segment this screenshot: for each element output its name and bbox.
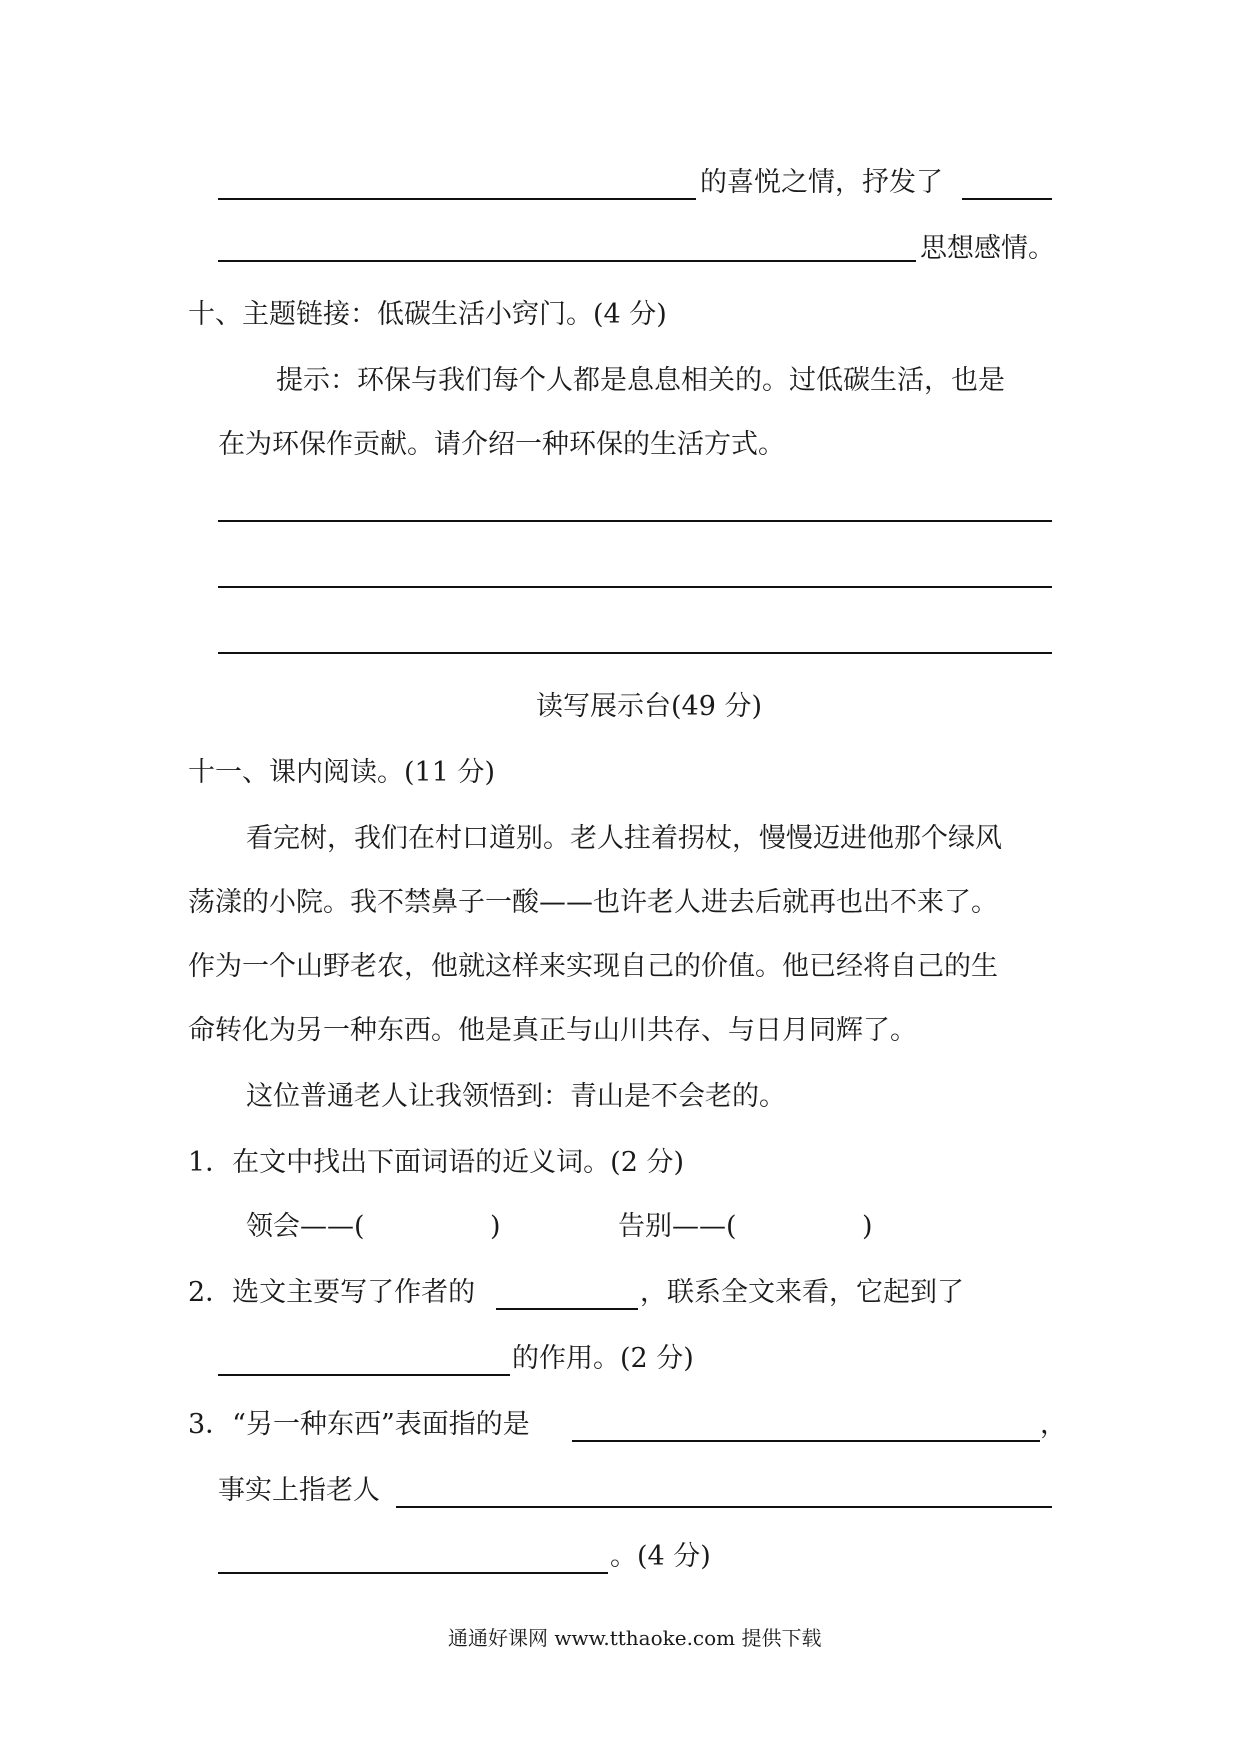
answer-line[interactable]	[218, 586, 1052, 588]
sub3-line1-a: 3．“另一种东西”表面指的是	[188, 1409, 530, 1440]
sub1-close-a: )	[490, 1211, 501, 1242]
q9-line1-text: 的喜悦之情，抒发了	[700, 167, 943, 198]
sub1-label: 1．在文中找出下面词语的近义词。(2 分)	[188, 1147, 685, 1178]
sub3-line1-b: ，	[1040, 1409, 1067, 1440]
sub1-word-b: 告别——(	[618, 1211, 737, 1242]
sub1-close-b: )	[862, 1211, 873, 1242]
sub3-line2: 事实上指老人	[218, 1475, 380, 1506]
section-title: 读写展示台(49 分)	[536, 691, 763, 722]
sub3-line3: 。(4 分)	[610, 1541, 711, 1572]
answer-blank[interactable]	[218, 260, 916, 262]
q10-heading: 十、主题链接：低碳生活小窍门。(4 分)	[188, 299, 667, 330]
sub1-word-a: 领会——(	[246, 1211, 365, 1242]
q11-heading: 十一、课内阅读。(11 分)	[188, 757, 496, 788]
sub2-line1-a: 2．选文主要写了作者的	[188, 1277, 476, 1308]
answer-line[interactable]	[218, 652, 1052, 654]
answer-blank[interactable]	[218, 1572, 608, 1574]
sub2-line2: 的作用。(2 分)	[512, 1343, 694, 1374]
sub2-line1-b: ，联系全文来看，它起到了	[640, 1277, 964, 1308]
answer-blank[interactable]	[962, 198, 1052, 200]
passage-line: 这位普通老人让我领悟到：青山是不会老的。	[246, 1081, 786, 1112]
answer-line[interactable]	[218, 520, 1052, 522]
passage-line: 命转化为另一种东西。他是真正与山川共存、与日月同辉了。	[188, 1015, 917, 1046]
answer-blank[interactable]	[218, 198, 696, 200]
passage-line: 作为一个山野老农，他就这样来实现自己的价值。他已经将自己的生	[188, 951, 998, 982]
answer-blank[interactable]	[396, 1506, 1052, 1508]
q9-line2-text: 思想感情。	[920, 233, 1055, 264]
answer-blank[interactable]	[572, 1440, 1040, 1442]
q10-prompt-line2: 在为环保作贡献。请介绍一种环保的生活方式。	[218, 429, 785, 460]
footer-text: 通通好课网 www.tthaoke.com 提供下载	[448, 1626, 822, 1650]
q10-prompt-line1: 提示：环保与我们每个人都是息息相关的。过低碳生活，也是	[276, 365, 1005, 396]
answer-blank[interactable]	[218, 1374, 510, 1376]
passage-line: 荡漾的小院。我不禁鼻子一酸——也许老人进去后就再也出不来了。	[188, 887, 998, 918]
passage-line: 看完树，我们在村口道别。老人拄着拐杖，慢慢迈进他那个绿风	[246, 823, 1002, 854]
answer-blank[interactable]	[496, 1308, 638, 1310]
